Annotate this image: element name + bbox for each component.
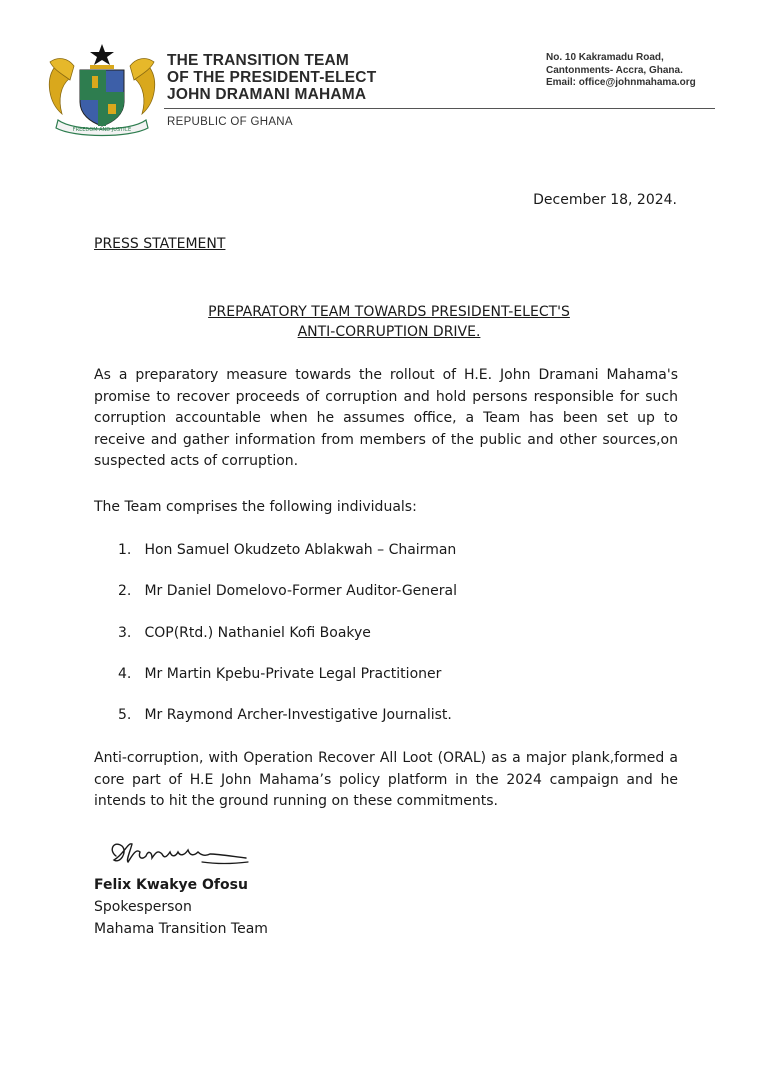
address-email: Email: office@johnmahama.org <box>546 77 696 88</box>
list-item: 4. Mr Martin Kpebu-Private Legal Practitioner <box>118 665 442 682</box>
org-line-1: THE TRANSITION TEAM <box>167 52 350 69</box>
organization-name <box>167 52 376 103</box>
list-item: 3. COP(Rtd.) Nathaniel Kofi Boakye <box>118 624 371 641</box>
list-item: 1. Hon Samuel Okudzeto Ablakwah – Chairman <box>118 542 457 558</box>
signer-block <box>94 874 268 940</box>
signer-role: Spokesperson <box>94 899 192 915</box>
closing-paragraph: Anti-corruption, with Operation Recover All Loot (ORAL) as a major plank,formed a core part of H.E John Mahama’s policy platform in the 2024 campaign and he intends to hit the ground running on these commitments. <box>94 750 678 810</box>
press-statement-label: PRESS STATEMENT <box>94 236 226 252</box>
signature-icon <box>106 834 256 874</box>
list-item: 2. Mr Daniel Domelovo-Former Auditor-General <box>118 583 457 600</box>
org-line-3: JOHN DRAMANI MAHAMA <box>167 86 367 103</box>
ghana-coat-of-arms-icon <box>44 40 160 140</box>
header-divider <box>164 108 715 109</box>
address-line-2: Cantonments- Accra, Ghana. <box>546 64 683 76</box>
signer-name: Felix Kwakye Ofosu <box>94 877 248 893</box>
signer-org: Mahama Transition Team <box>94 921 268 937</box>
statement-date: December 18, 2024. <box>533 192 677 208</box>
org-line-2: OF THE PRESIDENT-ELECT <box>167 69 377 86</box>
address-line-1: No. 10 Kakramadu Road, <box>546 52 664 63</box>
republic-label: REPUBLIC OF GHANA <box>167 116 293 128</box>
statement-title-line-1: PREPARATORY TEAM TOWARDS PRESIDENT-ELECT'S <box>208 304 570 320</box>
address-block <box>546 52 696 90</box>
list-item: 5. Mr Raymond Archer-Investigative Journalist. <box>118 707 452 724</box>
team-members-list <box>118 540 457 746</box>
team-intro-paragraph: The Team comprises the following individuals: <box>94 499 417 515</box>
intro-paragraph: As a preparatory measure towards the rollout of H.E. John Dramani Mahama's promise to recover proceeds of corruption and hold persons responsible for such corruption accountable when he assumes office, a Team has been set up to receive and gather information from members of the public and other sources,on suspected acts of corruption. <box>94 367 678 470</box>
statement-title-line-2: ANTI-CORRUPTION DRIVE. <box>297 324 481 340</box>
crest-motto: FREEDOM AND JUSTICE <box>72 127 132 133</box>
